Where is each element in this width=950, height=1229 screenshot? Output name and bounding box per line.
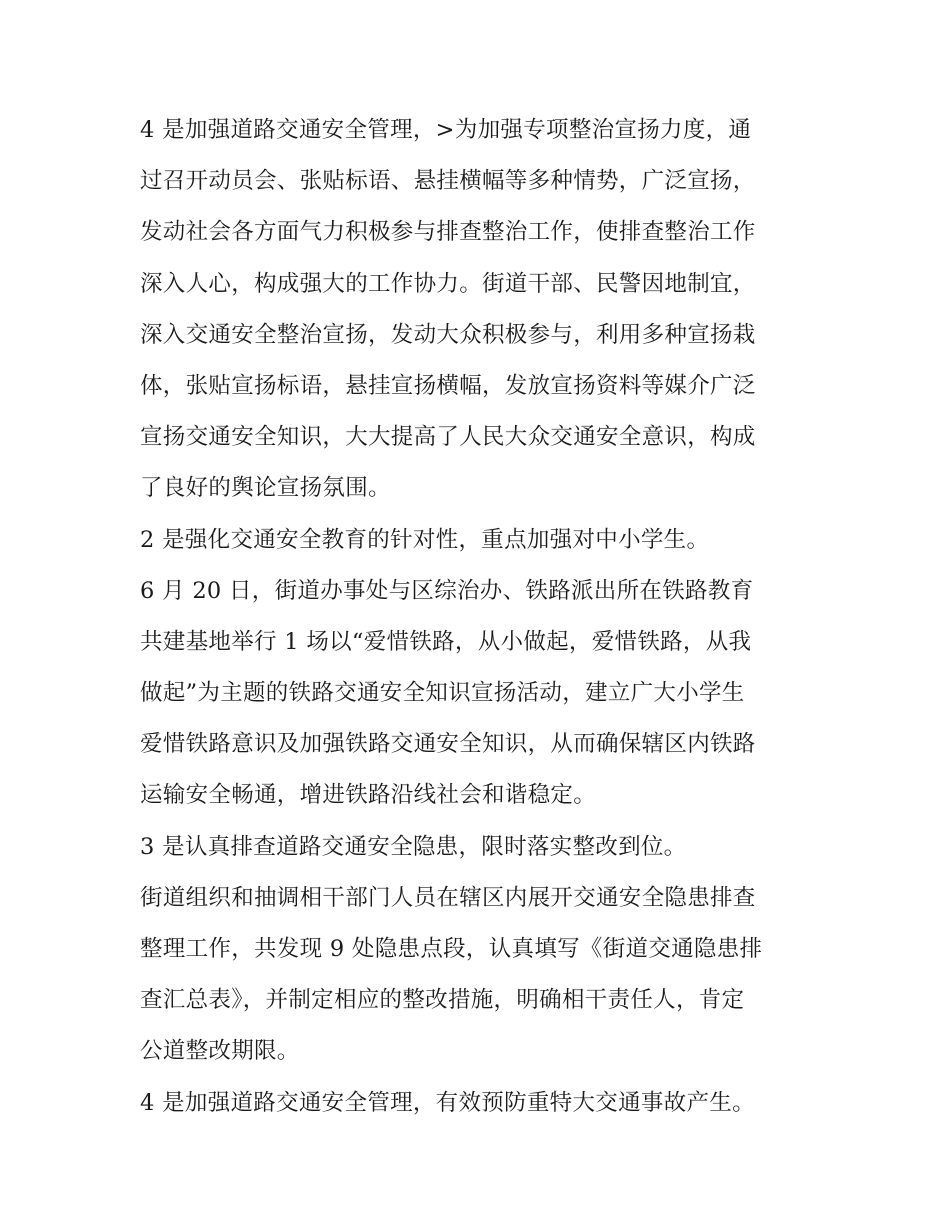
text-line: 6 月 20 日，街道办事处与区综治办、铁路派出所在铁路教育 bbox=[140, 577, 754, 604]
text-line: 查汇总表》，并制定相应的整改措施，明确相干责任人，肯定 bbox=[140, 987, 745, 1014]
text-line: 爱惜铁路意识及加强铁路交通安全知识，从而确保辖区内铁路 bbox=[140, 731, 756, 758]
text-line: 整理工作，共发现 9 处隐患点段，认真填写《街道交通隐患排 bbox=[140, 936, 763, 962]
text-line: 4 是加强道路交通安全管理，有效预防重特大交通事故产生。 bbox=[140, 1089, 755, 1116]
text-line: 宣扬交通安全知识，大大提高了人民大众交通安全意识，构成 bbox=[140, 424, 756, 451]
text-line: 运输安全畅通，增进铁路沿线社会和谐稳定。 bbox=[140, 782, 597, 809]
text-line: 体，张贴宣扬标语，悬挂宣扬横幅，发放宣扬资料等媒介广泛 bbox=[140, 372, 756, 399]
text-line: 街道组织和抽调相干部门人员在辖区内展开交通安全隐患排查 bbox=[140, 884, 756, 911]
text-line: 共建基地举行 1 场以“爱惜铁路，从小做起，爱惜铁路，从我 bbox=[140, 628, 752, 655]
text-line: 深入交通安全整治宣扬，发动大众积极参与，利用多种宣扬栽 bbox=[140, 321, 756, 348]
text-line: 了良好的舆论宣扬氛围。 bbox=[140, 475, 391, 502]
text-line: 3 是认真排查道路交通安全隐患，限时落实整改到位。 bbox=[140, 833, 687, 860]
text-line: 发动社会各方面气力积极参与排查整治工作，使排查整治工作 bbox=[140, 219, 756, 246]
text-line: 过召开动员会、张贴标语、悬挂横幅等多种情势，广泛宣扬， bbox=[140, 168, 756, 195]
text-line: 做起”为主题的铁路交通安全知识宣扬活动，建立广大小学生 bbox=[140, 680, 745, 707]
text-line: 2 是强化交通安全教育的针对性，重点加强对中小学生。 bbox=[140, 526, 710, 553]
text-line: 公道整改期限。 bbox=[140, 1038, 300, 1065]
text-line: 深入人心，构成强大的工作协力。街道干部、民警因地制宜， bbox=[140, 270, 756, 297]
document-body bbox=[140, 105, 820, 1129]
text-line: 4 是加强道路交通安全管理，>为加强专项整治宣扬力度，通 bbox=[140, 117, 752, 143]
